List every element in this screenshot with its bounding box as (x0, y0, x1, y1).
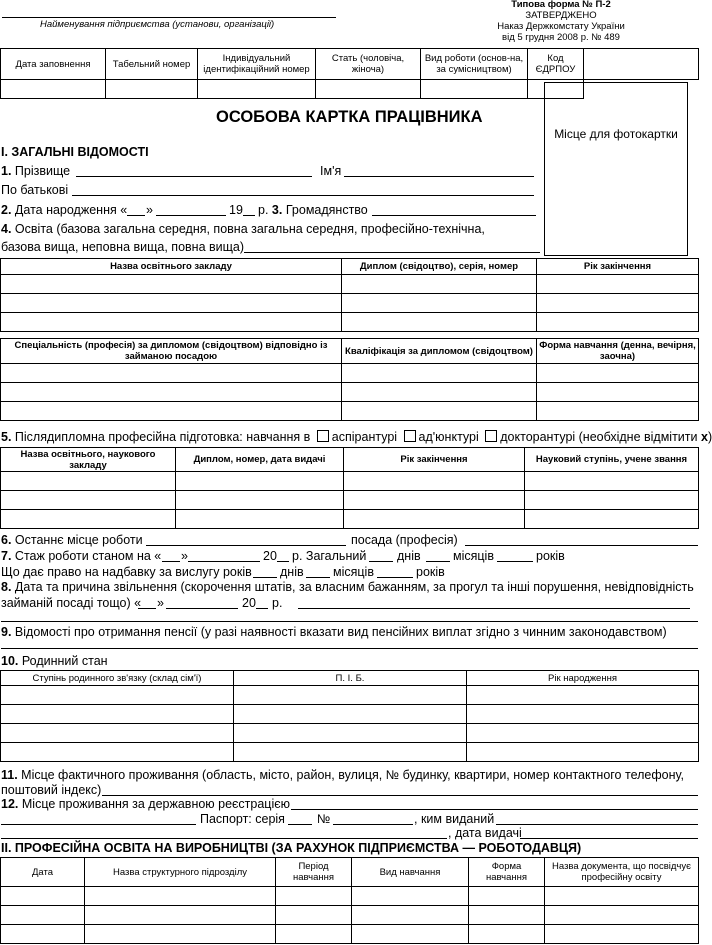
prof-education-table (0, 857, 699, 944)
spec-header-qualification: Кваліфікація за дипломом (свідоцтвом) (342, 339, 537, 364)
field-number: 5. (1, 430, 12, 444)
meta-cell[interactable] (421, 80, 528, 99)
photo-box (544, 82, 688, 256)
bonus-years-field[interactable] (377, 577, 413, 578)
prof-header-period: Період навчання (276, 858, 352, 887)
form-label: Типова форма № П-2 (511, 0, 611, 10)
residence-label: Місце фактичного проживання (область, місто, район, вулиця, № будинку, квартири, номер контактного телефону, (21, 768, 684, 782)
prof-header-date: Дата (1, 858, 85, 887)
field-number: 12. (1, 797, 19, 811)
last-job-field[interactable] (146, 545, 346, 546)
total-label: р. Загальний (292, 549, 367, 563)
meta-cell[interactable] (1, 80, 106, 99)
page-title: ОСОБОВА КАРТКА ПРАЦІВНИКА (216, 108, 483, 126)
field-number: 3. (271, 203, 283, 217)
years-label: років (416, 565, 445, 579)
total-years-field[interactable] (497, 561, 533, 562)
name-label: Ім'я (320, 164, 342, 178)
year-suffix: р. (272, 596, 283, 610)
quote-mark: » (181, 549, 188, 563)
issued-by-field-2[interactable] (1, 838, 447, 839)
family-header-relation: Ступінь родинного зв'язку (склад сім'ї) (1, 671, 234, 686)
exp-month-field[interactable] (188, 561, 260, 562)
table-row (1, 906, 699, 925)
table-row (1, 383, 699, 402)
pension-field[interactable] (1, 648, 698, 649)
registration-label: Місце проживання за державною реєстрацією (21, 797, 290, 811)
months-label: місяців (333, 565, 374, 579)
meta-header-date: Дата заповнення (1, 49, 106, 80)
order-date: від 5 грудня 2008 р. № 489 (502, 32, 620, 43)
postgrad-table (0, 447, 699, 529)
edu-header-year: Рік закінчення (537, 259, 699, 275)
photo-label: Місце для фотокартки (554, 127, 678, 141)
postgrad-line (1, 430, 712, 444)
registration-field[interactable] (291, 809, 698, 810)
meta-header-tabnum: Табельний номер (106, 49, 198, 80)
issued-by-label: , ким виданий (414, 812, 495, 826)
bonus-label: Що дає право на надбавку за вислугу років (1, 565, 252, 579)
aspirantura-checkbox[interactable] (317, 430, 329, 442)
family-label: Родинний стан (21, 654, 108, 668)
close-paren: ) (707, 430, 712, 444)
prof-header-type: Вид навчання (352, 858, 469, 887)
field-number: 11. (1, 768, 18, 782)
table-row (1, 705, 699, 724)
citizenship-label: Громадянство (285, 203, 368, 217)
field-number: 6. (1, 533, 12, 547)
residence-label-2: поштовий індекс) (1, 783, 102, 797)
spec-header-specialty: Спеціальність (професія) за дипломом (свідоцтвом) відповідно із займаною посадою (1, 339, 342, 364)
field-number: 7. (1, 549, 12, 563)
total-days-field[interactable] (369, 561, 393, 562)
edu-header-institution: Назва освітнього закладу (1, 259, 342, 275)
field-number: 1. (1, 164, 12, 178)
bonus-days-field[interactable] (253, 577, 277, 578)
year-prefix: 20 (242, 596, 256, 610)
table-row (1, 402, 699, 421)
aspirantura-label: аспірантурі (331, 430, 398, 444)
issue-date-field[interactable] (520, 838, 698, 839)
meta-cell[interactable] (316, 80, 421, 99)
section1-heading: I. ЗАГАЛЬНІ ВІДОМОСТІ (1, 145, 149, 159)
table-row (1, 313, 699, 332)
patronymic-field[interactable] (72, 195, 534, 196)
pg-header-institution: Назва освітнього, наукового закладу (1, 448, 176, 472)
table-row (1, 925, 699, 944)
approved-label: ЗАТВЕРДЖЕНО (525, 10, 597, 21)
meta-cell[interactable] (106, 80, 198, 99)
pg-header-diploma: Диплом, номер, дата видачі (176, 448, 344, 472)
prof-header-document: Назва документа, що посвідчує професійну освіту (545, 858, 699, 887)
exp-year-field[interactable] (277, 561, 289, 562)
order-label: Наказ Держкомстату України (497, 21, 625, 32)
meta-header-edrpou: Код ЄДРПОУ (528, 49, 584, 80)
table-row (1, 510, 699, 529)
doktorantura-label: докторантурі (необхідне відмітити (500, 430, 698, 444)
field-number: 8. (1, 580, 12, 594)
meta-header-sex: Стать (чоловіча, жіноча) (316, 49, 421, 80)
year-prefix: 20 (263, 549, 277, 563)
prof-header-unit: Назва структурного підрозділу (85, 858, 276, 887)
meta-header-empty (584, 49, 699, 80)
passport-series-label: Паспорт: серія (200, 812, 285, 826)
citizenship-field[interactable] (372, 215, 536, 216)
registration-field-2[interactable] (1, 824, 196, 825)
issue-date-label: , дата видачі (448, 826, 522, 840)
family-table (0, 670, 699, 762)
education-label-2: базова вища, неповна вища, повна вища) (1, 240, 245, 254)
prof-header-form: Форма навчання (469, 858, 545, 887)
adjunktura-label: ад'юнктурі (418, 430, 479, 444)
dismissal-reason-field[interactable] (298, 608, 690, 609)
birthdate-label: Дата народження « (14, 203, 128, 217)
bonus-months-field[interactable] (306, 577, 330, 578)
field-number: 10. (1, 654, 19, 668)
spec-header-form: Форма навчання (денна, вечірня, заочна) (537, 339, 699, 364)
table-row (1, 743, 699, 762)
table-row (1, 491, 699, 510)
table-row (1, 686, 699, 705)
section2-heading: II. ПРОФЕСІЙНА ОСВІТА НА ВИРОБНИЦТВІ (ЗА РАХУНОК ПІДПРИЄМСТВА — РОБОТОДАВЦЯ) (1, 841, 582, 855)
birth-year-field[interactable] (243, 215, 255, 216)
field-number: 9. (1, 625, 12, 639)
doktorantura-checkbox[interactable] (485, 430, 497, 442)
passport-number-label: № (317, 812, 331, 826)
meta-header-id: Індивідуальний ідентифікаційний номер (198, 49, 316, 80)
field-number: 4. (1, 222, 12, 236)
residence-field[interactable] (102, 795, 698, 796)
org-caption: Найменування підприємства (установи, організації) (40, 19, 275, 30)
surname-field[interactable] (76, 176, 312, 177)
field-number: 2. (1, 203, 12, 217)
specialty-table (0, 338, 699, 421)
table-row (1, 364, 699, 383)
pg-header-year: Рік закінчення (344, 448, 525, 472)
education-table (0, 258, 699, 332)
months-label: місяців (453, 549, 494, 563)
mark-symbol: х (701, 430, 708, 444)
table-row (1, 275, 699, 294)
exp-day-field[interactable] (162, 561, 180, 562)
postgrad-label: Післядипломна професійна підготовка: навчання в (14, 430, 311, 444)
table-row (1, 472, 699, 491)
dismissal-month-field[interactable] (166, 608, 238, 609)
adjunktura-checkbox[interactable] (404, 430, 416, 442)
passport-series-field[interactable] (288, 824, 312, 825)
birth-day-field[interactable] (127, 215, 145, 216)
surname-label: Прізвище (14, 164, 71, 178)
table-row (1, 294, 699, 313)
quote-mark: » (146, 203, 153, 217)
position-field[interactable] (465, 545, 698, 546)
family-header-name: П. І. Б. (234, 671, 467, 686)
edu-header-diploma: Диплом (свідоцтво), серія, номер (342, 259, 537, 275)
year-prefix: 19 (229, 203, 243, 217)
year-suffix: р. (258, 203, 269, 217)
pg-header-degree: Науковий ступінь, учене звання (525, 448, 699, 472)
years-label: років (536, 549, 565, 563)
days-label: днів (280, 565, 304, 579)
days-label: днів (397, 549, 421, 563)
position-label: посада (професія) (351, 533, 458, 547)
name-field[interactable] (344, 176, 534, 177)
meta-cell[interactable] (198, 80, 316, 99)
meta-header-work: Вид роботи (основ-на, за сумісництвом) (421, 49, 528, 80)
education-field[interactable] (244, 252, 540, 253)
family-header-birth: Рік народження (467, 671, 699, 686)
patronymic-label: По батькові (1, 183, 69, 197)
dismissal-label: Дата та причина звільнення (скорочення штатів, за власним бажанням, за прогул та інші порушення, невідповідність (14, 580, 694, 594)
birth-month-field[interactable] (156, 215, 226, 216)
table-row (1, 887, 699, 906)
education-label: Освіта (базова загальна середня, повна загальна середня, професійно-технічна, (14, 222, 485, 236)
last-job-label: Останнє місце роботи (14, 533, 143, 547)
experience-label: Стаж роботи станом на « (14, 549, 162, 563)
dismissal-reason-field-2[interactable] (1, 621, 698, 622)
dismissal-day-field[interactable] (138, 608, 156, 609)
table-row (1, 724, 699, 743)
quote-mark: » (157, 596, 164, 610)
dismissal-label-2: займаній посаді тощо) « (1, 596, 142, 610)
org-name-line[interactable] (2, 17, 336, 18)
passport-number-field[interactable] (333, 824, 413, 825)
pension-label: Відомості про отримання пенсії (у разі наявності вказати вид пенсійних виплат згідно з чинним законодавством) (14, 625, 667, 639)
total-months-field[interactable] (426, 561, 450, 562)
dismissal-year-field[interactable] (256, 608, 268, 609)
issued-by-field[interactable] (496, 824, 698, 825)
